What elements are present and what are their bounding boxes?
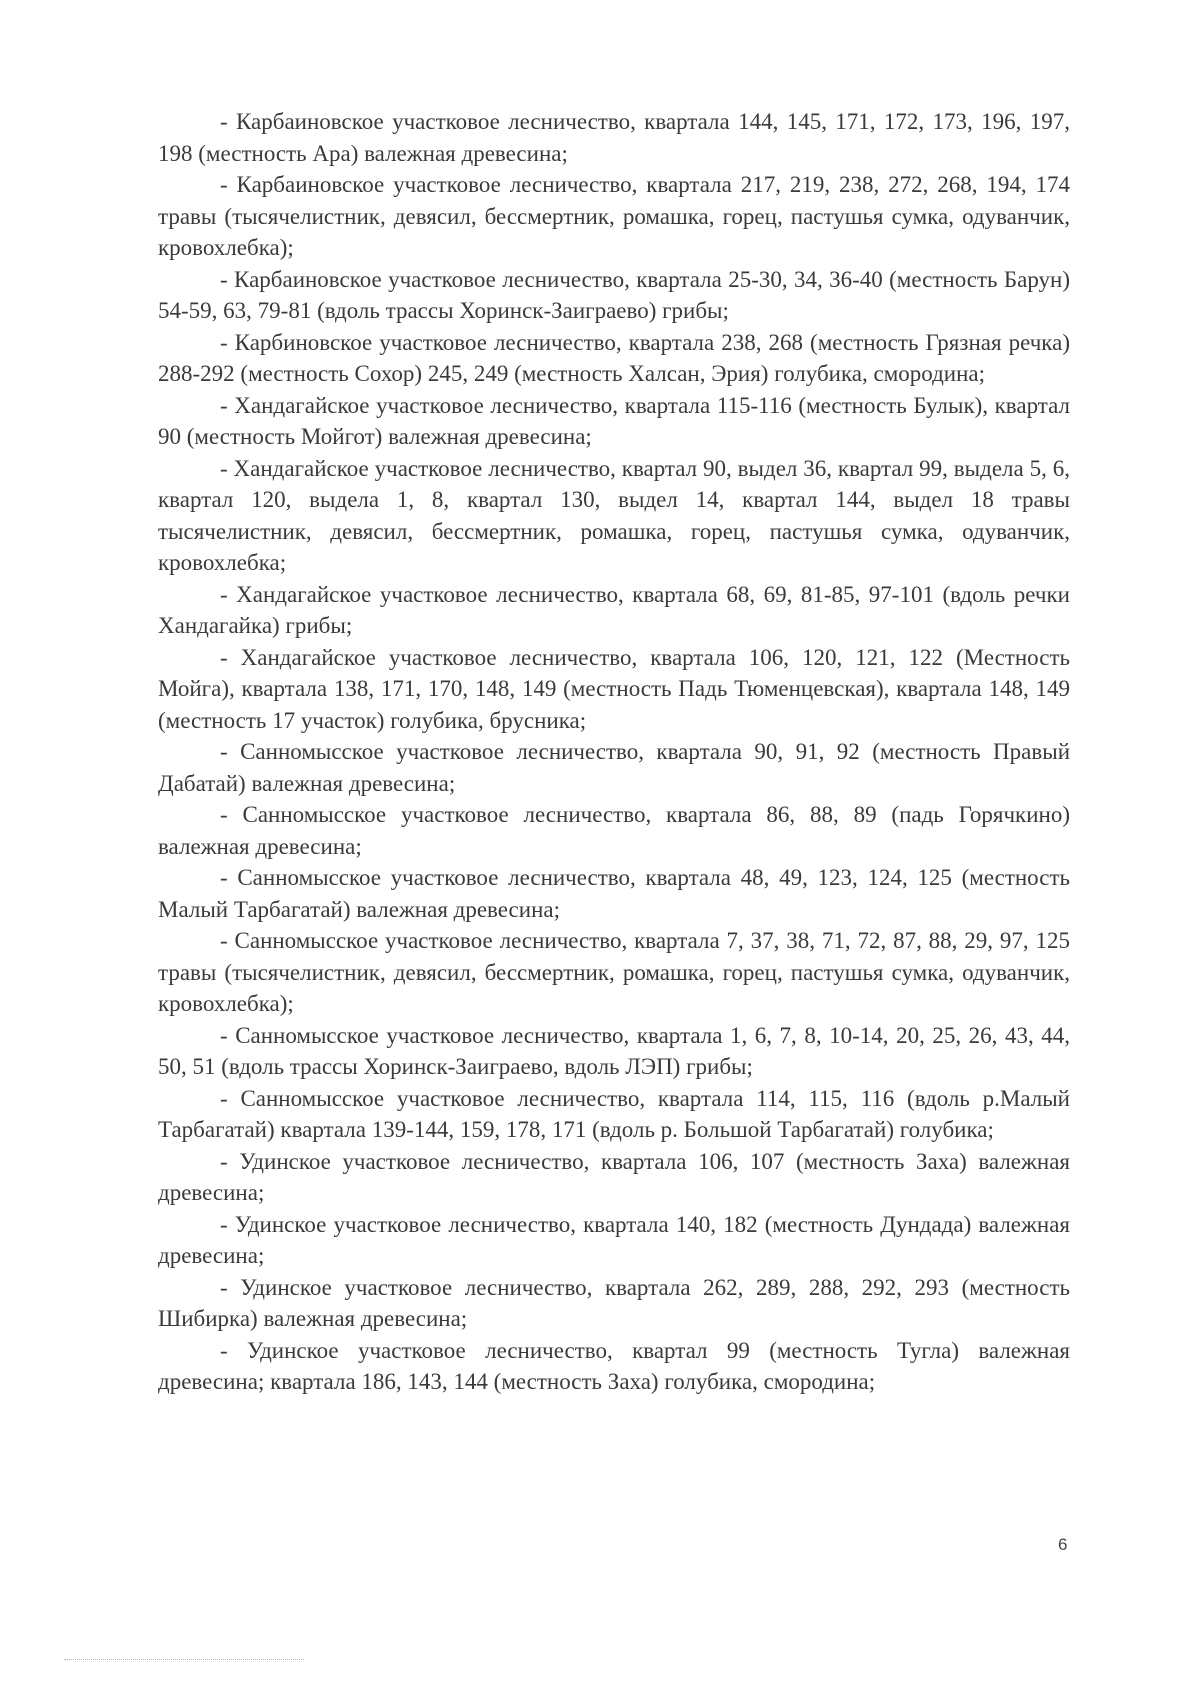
scan-artifact-line: [64, 1659, 304, 1660]
paragraph: - Удинское участковое лесничество, квартал 99 (местность Тугла) валежная древесина; квартала 186, 143, 144 (местность Заха) голубика, смородина;: [158, 1337, 1070, 1394]
paragraph: - Санномысское участковое лесничество, квартала 114, 115, 116 (вдоль р.Малый Тарбагатай) квартала 139-144, 159, 178, 171 (вдоль р. Большой Тарбагатай) голубика;: [158, 1085, 1070, 1142]
paragraph: - Хандагайское участковое лесничество, квартал 90, выдел 36, квартал 99, выдела 5, 6, квартал 120, выдела 1, 8, квартал 130, выдел 14, квартал 144, выдел 18 травы тысячелистник, девясил, бессмертник, ромашка, горец, пастушья сумка, одуванчик, кровохлебка;: [158, 455, 1070, 575]
paragraph: - Санномысское участковое лесничество, квартала 48, 49, 123, 124, 125 (местность Малый Тарбагатай) валежная древесина;: [158, 865, 1070, 922]
paragraph: - Карбаиновское участковое лесничество, квартала 217, 219, 238, 272, 268, 194, 174 травы (тысячелистник, девясил, бессмертник, ромашка, горец, пастушья сумка, одуванчик, кровохлебка);: [158, 172, 1070, 260]
paragraph: - Санномысское участковое лесничество, квартала 1, 6, 7, 8, 10-14, 20, 25, 26, 43, 44, 50, 51 (вдоль трассы Хоринск-Заиграево, вдоль ЛЭП) грибы;: [158, 1022, 1070, 1079]
paragraph: - Санномысское участковое лесничество, квартала 90, 91, 92 (местность Правый Дабатай) валежная древесина;: [158, 739, 1070, 796]
page-number: 6: [1058, 1535, 1068, 1554]
paragraph: - Удинское участковое лесничество, квартала 262, 289, 288, 292, 293 (местность Шибирка) валежная древесина;: [158, 1274, 1070, 1331]
paragraph: - Санномысское участковое лесничество, квартала 86, 88, 89 (падь Горячкино) валежная древесина;: [158, 802, 1070, 859]
paragraph: - Хандагайское участковое лесничество, квартала 106, 120, 121, 122 (Местность Мойга), квартала 138, 171, 170, 148, 149 (местность Падь Тюменцевская), квартала 148, 149 (местность 17 участок) голубика, брусника;: [158, 644, 1070, 733]
document-body: [158, 106, 1070, 1398]
paragraph: - Хандагайское участковое лесничество, квартала 115-116 (местность Булык), квартал 90 (местность Мойгот) валежная древесина;: [158, 392, 1070, 449]
paragraph: - Санномысское участковое лесничество, квартала 7, 37, 38, 71, 72, 87, 88, 29, 97, 125 травы (тысячелистник, девясил, бессмертник, ромашка, горец, пастушья сумка, одуванчик, кровохлебка);: [158, 928, 1070, 1016]
paragraph: - Карбиновское участковое лесничество, квартала 238, 268 (местность Грязная речка) 288-292 (местность Сохор) 245, 249 (местность Халсан, Эрия) голубика, смородина;: [158, 329, 1070, 386]
paragraph: - Карбаиновское участковое лесничество, квартала 25-30, 34, 36-40 (местность Барун) 54-59, 63, 79-81 (вдоль трассы Хоринск-Заиграево) грибы;: [158, 266, 1070, 323]
paragraph: - Удинское участковое лесничество, квартала 106, 107 (местность Заха) валежная древесина;: [158, 1148, 1070, 1205]
paragraph: - Карбаиновское участковое лесничество, квартала 144, 145, 171, 172, 173, 196, 197, 198 (местность Ара) валежная древесина;: [158, 109, 1070, 166]
paragraph: - Хандагайское участковое лесничество, квартала 68, 69, 81-85, 97-101 (вдоль речки Хандагайка) грибы;: [158, 581, 1070, 638]
paragraph: - Удинское участковое лесничество, квартала 140, 182 (местность Дундада) валежная древесина;: [158, 1211, 1070, 1268]
